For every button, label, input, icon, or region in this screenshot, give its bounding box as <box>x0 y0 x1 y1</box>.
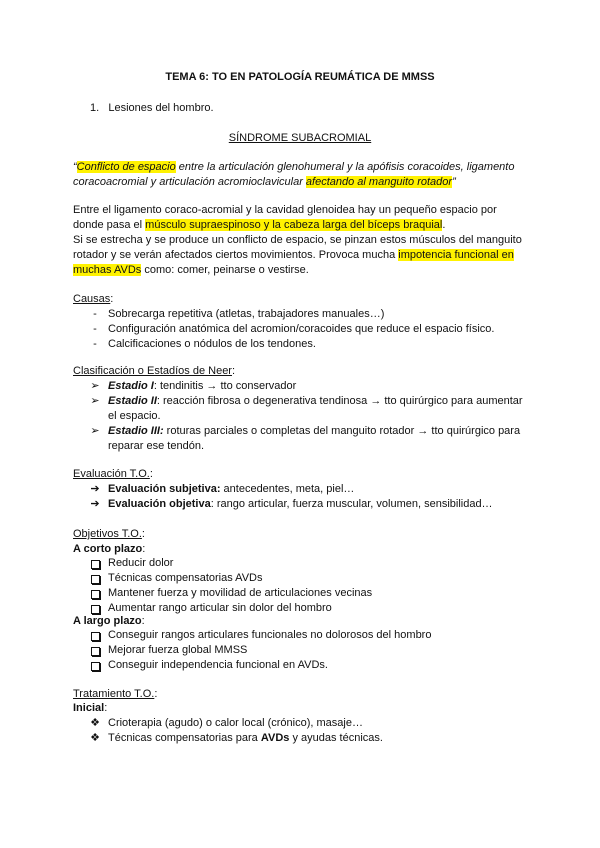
stage-text-continued: reparar ese tendón. <box>108 440 205 452</box>
dash-bullet: - <box>93 308 97 320</box>
checkbox-bullet-icon <box>88 559 102 574</box>
heading-colon: : <box>110 293 114 305</box>
paragraph-line: Si se estrecha y se produce un conflicto de espacio, se pinzan estos músculos del manguito <box>73 234 522 246</box>
subtitle: SÍNDROME SUBACROMIAL <box>228 132 372 144</box>
subheading-text: Inicial <box>73 702 105 714</box>
eval-text: : rango articular, fuerza muscular, volumen, sensibilidad… <box>210 498 493 510</box>
arrow-bullet-icon: ➔ <box>90 498 100 510</box>
highlight: muchas AVDs <box>73 264 142 276</box>
eval-label: Evaluación objetiva <box>108 498 211 510</box>
section-heading <box>90 101 214 116</box>
subheading-colon: : <box>141 615 145 627</box>
list-item-text: Técnicas compensatorias AVDs <box>108 572 263 584</box>
corto-plazo-label <box>73 542 145 557</box>
causas-heading <box>73 292 113 307</box>
objetivos-heading <box>73 527 145 542</box>
diamond-star-icon: ❖ <box>90 732 100 744</box>
arrow-bullet-icon: ➢ <box>90 425 100 437</box>
highlight: impotencia funcional en <box>398 249 514 261</box>
highlight: músculo supraespinoso y la cabeza larga del bíceps braquial <box>145 219 443 231</box>
arrow-bullet-icon: ➢ <box>90 380 100 392</box>
list-item-text: Aumentar rango articular sin dolor del hombro <box>108 602 332 614</box>
stage-label: Estadio III: <box>108 425 164 437</box>
subheading-colon: : <box>104 702 108 714</box>
quote-text: entre la articulación glenohumeral y la apófisis coracoides, ligamento <box>175 161 515 173</box>
dash-bullet: - <box>93 323 97 335</box>
largo-plazo-label <box>73 614 145 629</box>
section-label: Lesiones del hombro. <box>108 102 214 114</box>
list-item-text: Reducir dolor <box>108 557 174 569</box>
heading-text: Evaluación T.O. <box>73 468 150 480</box>
tratamiento-heading <box>73 687 157 702</box>
diamond-star-icon: ❖ <box>90 717 100 729</box>
stage-label: Estadio II <box>108 395 157 407</box>
neer-heading <box>73 364 235 379</box>
subheading-text: A largo plazo <box>73 615 142 627</box>
quote-close: ” <box>452 176 456 188</box>
checkbox-bullet-icon <box>88 646 102 661</box>
quote-text: coracoacromial y articulación acromioclavicular <box>73 176 306 188</box>
stage-text-continued: el espacio. <box>108 410 161 422</box>
evaluacion-heading <box>73 467 153 482</box>
list-item-text: Configuración anatómica del acromion/coracoides que reduce el espacio físico. <box>108 323 495 335</box>
stage-text: : reacción fibrosa o degenerativa tendinosa → tto quirúrgico para aumentar <box>156 395 523 407</box>
intro-paragraph <box>73 203 522 278</box>
paragraph-text: rotador y se verán afectados ciertos movimientos. Provoca mucha <box>73 249 399 261</box>
heading-colon: : <box>149 468 153 480</box>
stage-text: roturas parciales o completas del manguito rotador → tto quirúrgico para <box>163 425 521 437</box>
arrow-bullet-icon: ➢ <box>90 395 100 407</box>
eval-label: Evaluación subjetiva: <box>108 483 221 495</box>
arrow-bullet-icon: ➔ <box>90 483 100 495</box>
subheading-text: A corto plazo <box>73 543 143 555</box>
list-item-bold: AVDs <box>260 732 290 744</box>
heading-text: Objetivos T.O. <box>73 528 142 540</box>
list-item-text: Técnicas compensatorias para <box>108 732 261 744</box>
paragraph-text: como: comer, peinarse o vestirse. <box>141 264 309 276</box>
list-item-text: Calcificaciones o nódulos de los tendones. <box>108 338 316 350</box>
paragraph-text: donde pasa el <box>73 219 146 231</box>
dash-bullet: - <box>93 338 97 350</box>
checkbox-bullet-icon <box>88 661 102 676</box>
checkbox-bullet-icon <box>88 574 102 589</box>
list-item-text: Crioterapia (agudo) o calor local (crónico), masaje… <box>108 717 363 729</box>
page-title: TEMA 6: TO EN PATOLOGÍA REUMÁTICA DE MMSS <box>165 71 435 83</box>
section-number: 1. <box>90 102 100 114</box>
eval-text: antecedentes, meta, piel… <box>220 483 355 495</box>
stage-label: Estadio I <box>108 380 154 392</box>
definition-quote <box>73 160 514 190</box>
heading-colon: : <box>231 365 236 377</box>
list-item-text: Conseguir independencia funcional en AVDs. <box>108 659 328 671</box>
subheading-colon: : <box>142 543 146 555</box>
quote-open: “ <box>73 161 77 173</box>
heading-text: Causas <box>73 293 111 305</box>
inicial-label <box>73 701 107 716</box>
stage-text: : tendinitis → tto conservador <box>153 380 297 392</box>
list-item-text: Conseguir rangos articulares funcionales no dolorosos del hombro <box>108 629 432 641</box>
list-item-text: Mantener fuerza y movilidad de articulaciones vecinas <box>108 587 373 599</box>
checkbox-bullet-icon <box>88 631 102 646</box>
list-item-text: y ayudas técnicas. <box>289 732 383 744</box>
highlight: afectando al manguito rotador <box>305 176 453 188</box>
highlight: Conflicto de espacio <box>76 161 176 173</box>
list-item-text: Mejorar fuerza global MMSS <box>108 644 248 656</box>
heading-colon: : <box>141 528 145 540</box>
paragraph-line: Entre el ligamento coraco-acromial y la cavidad glenoidea hay un pequeño espacio por <box>73 204 497 216</box>
heading-text: Tratamiento T.O. <box>73 688 155 700</box>
list-item-text: Sobrecarga repetitiva (atletas, trabajadores manuales…) <box>108 308 385 320</box>
heading-text: Clasificación o Estadíos de Neer <box>73 365 232 377</box>
paragraph-text: . <box>442 219 446 231</box>
checkbox-bullet-icon <box>88 589 102 604</box>
heading-colon: : <box>154 688 158 700</box>
